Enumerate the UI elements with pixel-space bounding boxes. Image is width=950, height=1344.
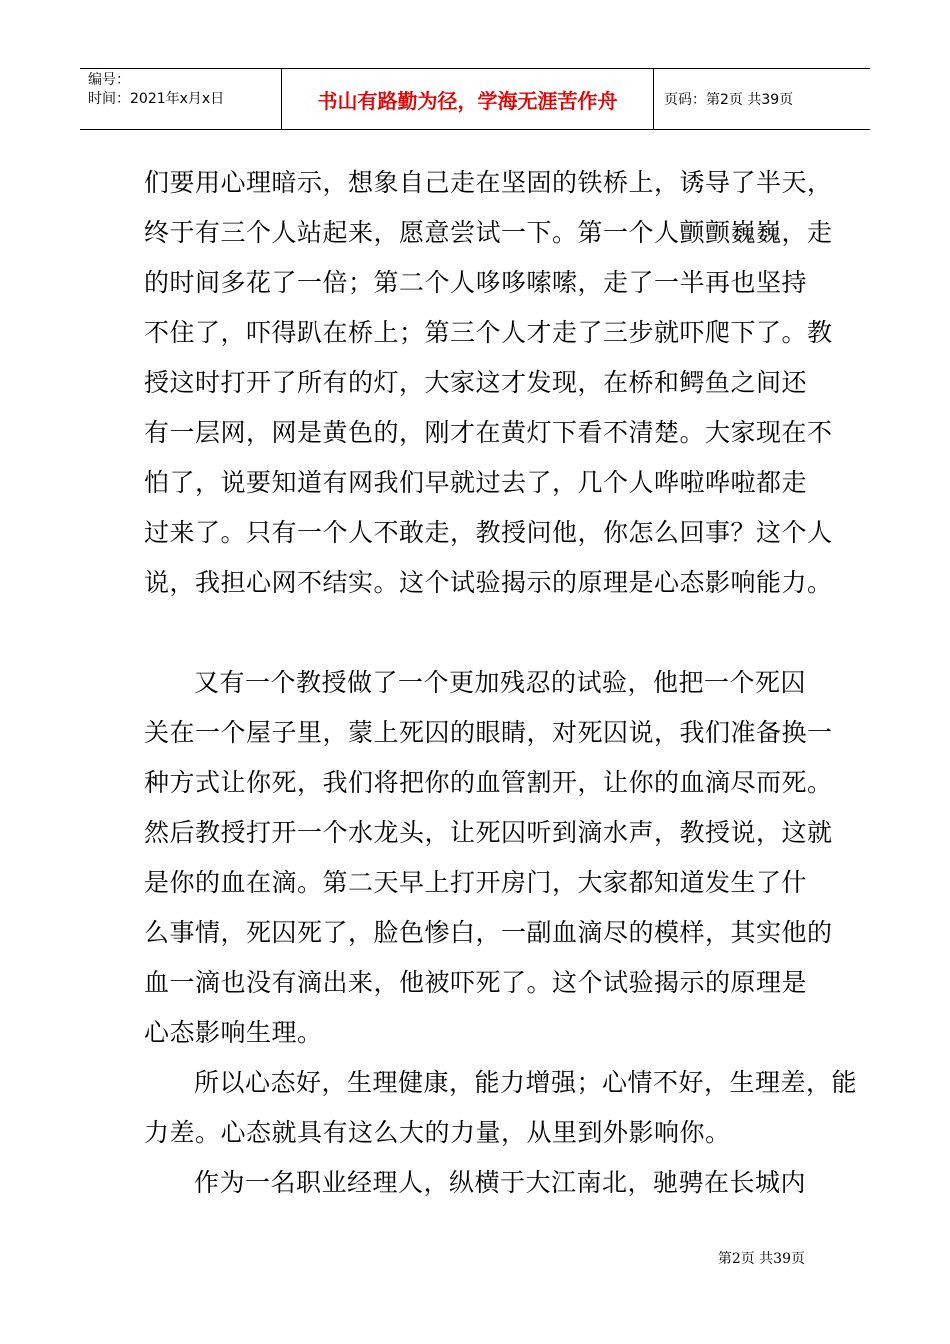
- header-motto: 书山有路勤为径，学海无涯苦作舟: [282, 69, 654, 129]
- number-label: 编号：: [88, 72, 130, 88]
- text-line: 们要用心理暗示，想象自己走在坚固的铁桥上，诱导了半天，: [144, 168, 833, 197]
- page-footer: 第2页 共39页: [717, 1251, 805, 1267]
- header-meta: [80, 69, 282, 129]
- text-line: 怕了，说要知道有网我们早就过去了，几个人哗啦哗啦都走: [144, 468, 808, 497]
- paragraph-1: [144, 158, 833, 608]
- text-line: 是你的血在滴。第二天早上打开房门，大家都知道发生了什: [144, 868, 808, 897]
- text-line: 所以心态好，生理健康，能力增强；心情不好，生理差，能: [194, 1068, 858, 1097]
- document-header: [80, 68, 870, 130]
- header-page-info: 页码：第2页 共39页: [664, 92, 794, 108]
- paragraph-3: [144, 1058, 858, 1158]
- text-line: 终于有三个人站起来，愿意尝试一下。第一个人颤颤巍巍，走: [144, 218, 833, 247]
- paragraph-2: [144, 658, 833, 1058]
- text-line: 种方式让你死，我们将把你的血管割开，让你的血滴尽而死。: [144, 768, 833, 797]
- text-line: 有一层网，网是黄色的，刚才在黄灯下看不清楚。大家现在不: [144, 418, 833, 447]
- text-line: 心态影响生理。: [144, 1018, 323, 1047]
- text-line: 说，我担心网不结实。这个试验揭示的原理是心态影响能力。: [144, 568, 833, 597]
- text-line: 作为一名职业经理人，纵横于大江南北，驰骋在长城内: [194, 1168, 807, 1197]
- document-body: [144, 158, 858, 1208]
- text-line: 不住了，吓得趴在桥上；第三个人才走了三步就吓爬下了。教: [144, 318, 833, 347]
- paragraph-gap: [144, 608, 810, 658]
- text-line: 关在一个屋子里，蒙上死囚的眼睛，对死囚说，我们准备换一: [144, 718, 833, 747]
- text-line: 过来了。只有一个人不敢走，教授问他，你怎么回事？这个人: [144, 518, 833, 547]
- text-line: 又有一个教授做了一个更加残忍的试验，他把一个死囚: [194, 668, 807, 697]
- time-label: 时间：2021年x月x日: [88, 91, 225, 107]
- text-line: 授这时打开了所有的灯，大家这才发现，在桥和鳄鱼之间还: [144, 368, 808, 397]
- text-line: 血一滴也没有滴出来，他被吓死了。这个试验揭示的原理是: [144, 968, 808, 997]
- text-line: 的时间多花了一倍；第二个人哆哆嗦嗦，走了一半再也坚持: [144, 268, 808, 297]
- text-line: 然后教授打开一个水龙头，让死囚听到滴水声，教授说，这就: [144, 818, 833, 847]
- paragraph-4: [144, 1158, 810, 1208]
- text-line: 力差。心态就具有这么大的力量，从里到外影响你。: [144, 1118, 731, 1147]
- text-line: 么事情，死囚死了，脸色惨白，一副血滴尽的模样，其实他的: [144, 918, 833, 947]
